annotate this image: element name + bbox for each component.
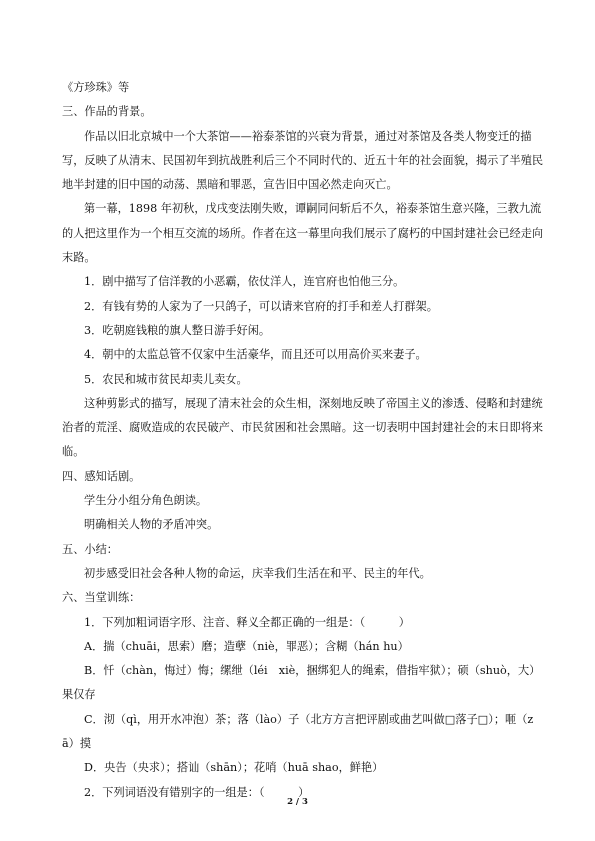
list-item-4: 4．朝中的太监总管不仅家中生活豪华，而且还可以用高价买来妻子。 [84,348,427,362]
paragraph-9: 这种剪影式的描写，展现了清末社会的众生相，深刻地反映了帝国主义的渗透、侵略和封建统治者的荒淫、腐败造成的农民破产、市民贫困和社会黑暗。这一切表明中国封建社会的末日即将来临。 [62,396,544,459]
paragraph-11: 学生分小组分角色朗读。 [84,494,208,508]
section-heading-background: 三、作品的背景。 [62,105,152,119]
option-d: D．央告（央求）；搭讪（shān）；花哨（huā shao，鲜艳） [84,761,384,775]
option-b: B．忏（chàn，悔过）悔；缧绁（léi xiè，捆绑犯人的绳索，借指牢狱）；硕（shuò，大）果仅存 [62,664,541,702]
paragraph-2: 作品以旧北京城中一个大茶馆——裕泰茶馆的兴衰为背景，通过对茶馆及各类人物变迁的描写，反映了从清末、民国初年到抗战胜利后三个不同时代的、近五十年的社会面貌，揭示了半殖民地半封建的旧中国的动荡、黑暗和罪恶，宣告旧中国必然走向灭亡。 [62,129,544,192]
paragraph-3: 第一幕，1898 年初秋，戊戌变法刚失败，谭嗣同问斩后不久，裕泰茶馆生意兴隆，三教九流的人把这里作为一个相互交流的场所。作者在这一幕里向我们展示了腐朽的中国封建社会已经走向末路。 [62,202,544,265]
question-1: 1．下列加粗词语字形、注音、释义全都正确的一组是：（ ） [84,615,410,629]
list-item-1: 1．剧中描写了信洋教的小恶霸，依仗洋人，连官府也怕他三分。 [84,275,405,289]
paragraph-12: 明确相关人物的矛盾冲突。 [84,518,219,532]
list-item-3: 3．吃朝庭钱粮的旗人整日游手好闲。 [84,323,271,337]
section-heading-summary: 五、小结： [62,542,118,556]
list-item-2: 2．有钱有势的人家为了一只鸽子，可以请来官府的打手和差人打群架。 [84,299,438,313]
paragraph-0: 《方珍珠》等 [62,81,130,94]
list-item-5: 5．农民和城市贫民却卖儿卖女。 [84,372,248,386]
section-heading-perceive: 四、感知话剧。 [62,469,141,483]
section-heading-exercise: 六、当堂训练： [62,591,141,605]
page-number: 2 / 3 [287,797,308,807]
paragraph-14: 初步感受旧社会各种人物的命运，庆幸我们生活在和平、民主的年代。 [84,566,431,580]
document-body [62,76,544,805]
option-c: C．沏（qì，用开水冲泡）茶；落（lào）子（北方方言把评剧或曲艺叫做□落子□）；咂（zā）摸 [62,712,534,751]
question-2: 2．下列词语没有错别字的一组是：（ ） [84,785,310,799]
option-a: A．揣（chuāi，思索）磨；造孽（niè，罪恶）；含糊（hán hu） [84,639,409,653]
